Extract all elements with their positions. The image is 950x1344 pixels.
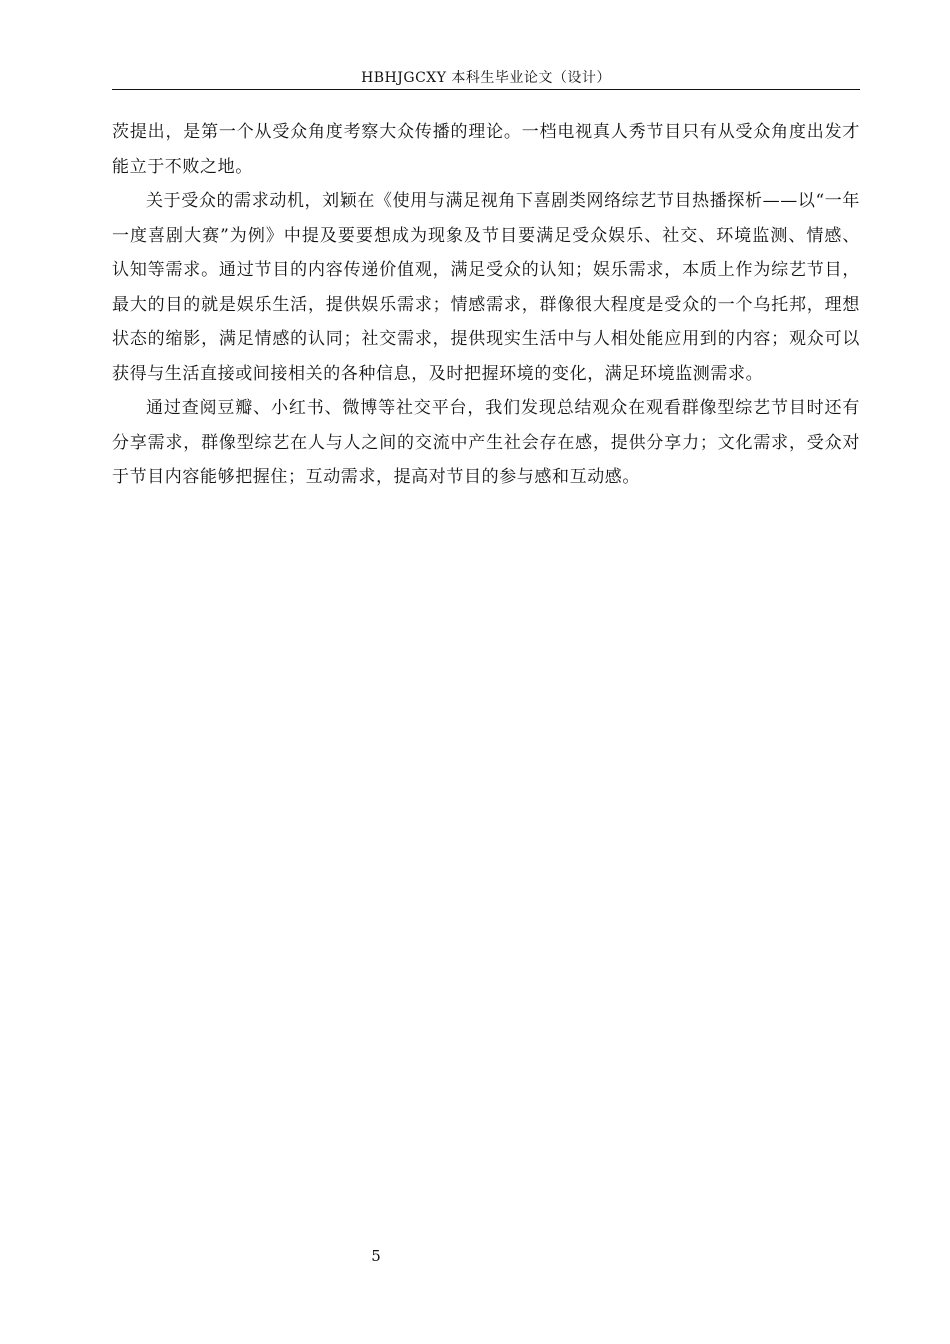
page-number: 5 — [371, 1247, 381, 1265]
header-divider — [112, 89, 860, 90]
document-body — [112, 115, 860, 495]
paragraph-social-platforms: 通过查阅豆瓣、小红书、微博等社交平台，我们发现总结观众在观看群像型综艺节目时还有分享需求，群像型综艺在人与人之间的交流中产生社会存在感，提供分享力；文化需求，受众对于节目内容能够把握住；互动需求，提高对节目的参与感和互动感。 — [112, 398, 860, 487]
running-header: HBHJGCXY 本科生毕业论文（设计） — [361, 70, 611, 86]
paragraph-audience-needs: 关于受众的需求动机，刘颖在《使用与满足视角下喜剧类网络综艺节目热播探析——以“一年一度喜剧大赛”为例》中提及要要想成为现象及节目要满足受众娱乐、社交、环境监测、情感、认知等需求。通过节目的内容传递价值观，满足受众的认知；娱乐需求，本质上作为综艺节目，最大的目的就是娱乐生活，提供娱乐需求；情感需求，群像很大程度是受众的一个乌托邦，理想状态的缩影，满足情感的认同；社交需求，提供现实生活中与人相处能应用到的内容；观众可以获得与生活直接或间接相关的各种信息，及时把握环境的变化，满足环境监测需求。 — [112, 191, 860, 384]
paragraph-continuation: 茨提出，是第一个从受众角度考察大众传播的理论。一档电视真人秀节目只有从受众角度出发才能立于不败之地。 — [112, 122, 860, 177]
